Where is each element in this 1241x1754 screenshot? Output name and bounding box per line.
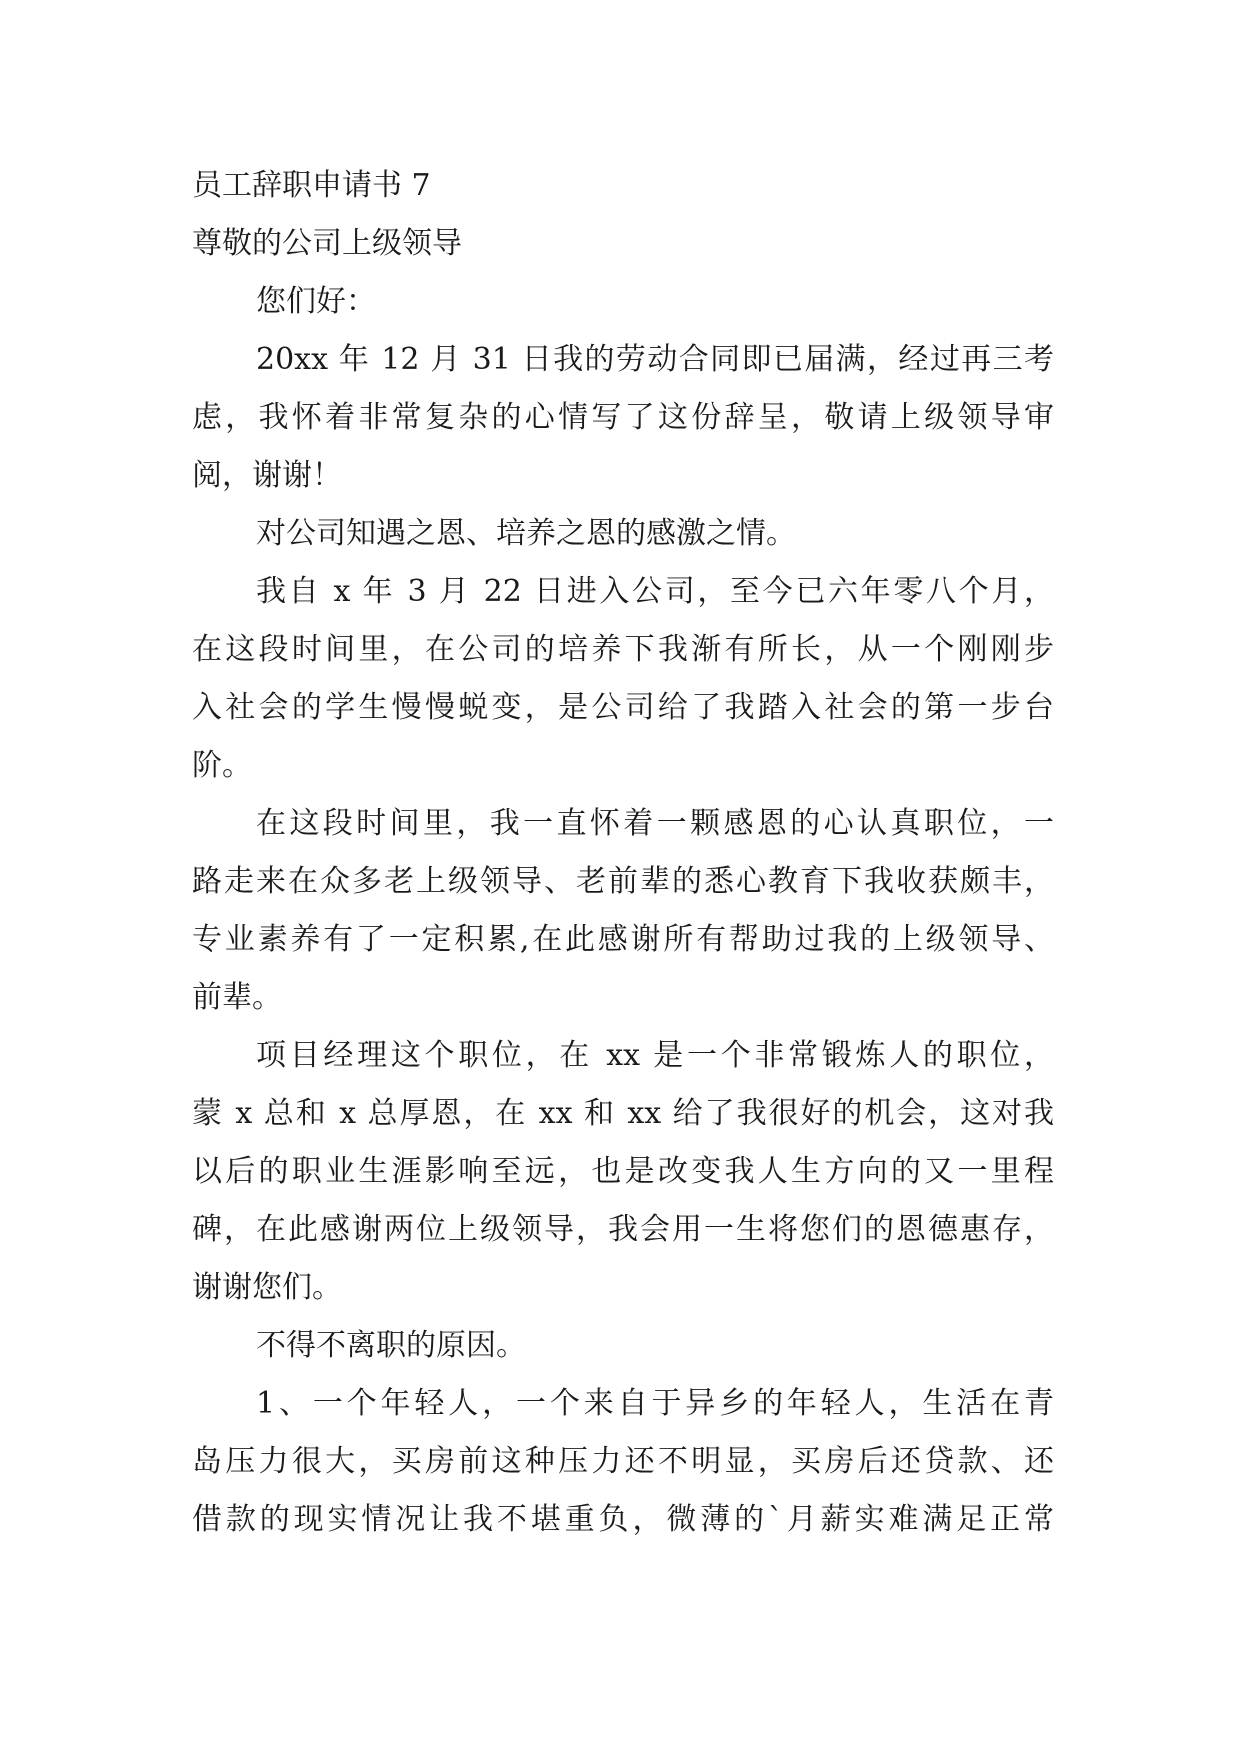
paragraph-line: 对公司知遇之恩、培养之恩的感激之情。 [256, 516, 796, 551]
document-title: 员工辞职申请书 7 [192, 168, 431, 203]
paragraph-reason-1 [192, 1375, 1054, 1549]
paragraph-line: 蒙 x 总和 x 总厚恩，在 xx 和 xx 给了我很好的机会，这对我 [192, 1096, 1054, 1131]
paragraph-line: 路走来在众多老上级领导、老前辈的悉心教育下我收获颇丰， [192, 864, 1054, 899]
paragraph-line: 碑，在此感谢两位上级领导，我会用一生将您们的恩德惠存， [192, 1212, 1054, 1247]
paragraph-line: 入社会的学生慢慢蜕变，是公司给了我踏入社会的第一步台 [192, 690, 1054, 725]
paragraph-joining-company [192, 563, 1054, 795]
paragraph-line: 阶。 [192, 748, 252, 783]
paragraph-thanks-seniors [192, 795, 1054, 1027]
paragraph-line: 1、一个年轻人，一个来自于异乡的年轻人，生活在青 [256, 1386, 1054, 1421]
salutation-recipient: 尊敬的公司上级领导 [192, 226, 462, 261]
paragraph-contract-expiry [192, 331, 1054, 505]
paragraph-reasons-heading [192, 1317, 1054, 1375]
document-body [192, 157, 1054, 1549]
paragraph-line: 在这段时间里，在公司的培养下我渐有所长，从一个刚刚步 [192, 632, 1054, 667]
paragraph-gratitude-heading [192, 505, 1054, 563]
paragraph-line: 阅，谢谢！ [192, 458, 342, 493]
paragraph-line: 在这段时间里，我一直怀着一颗感恩的心认真职位，一 [256, 806, 1054, 841]
paragraph-line: 不得不离职的原因。 [256, 1328, 526, 1363]
document-heading [192, 157, 1054, 331]
paragraph-line: 前辈。 [192, 980, 282, 1015]
paragraph-line: 我自 x 年 3 月 22 日进入公司，至今已六年零八个月， [256, 574, 1054, 609]
paragraph-line: 专业素养有了一定积累,在此感谢所有帮助过我的上级领导、 [192, 922, 1054, 957]
paragraph-line: 虑，我怀着非常复杂的心情写了这份辞呈，敬请上级领导审 [192, 400, 1054, 435]
paragraph-line: 岛压力很大，买房前这种压力还不明显，买房后还贷款、还 [192, 1444, 1054, 1479]
paragraph-line: 借款的现实情况让我不堪重负，微薄的`月薪实难满足正常 [192, 1502, 1054, 1537]
paragraph-line: 以后的职业生涯影响至远，也是改变我人生方向的又一里程 [192, 1154, 1054, 1189]
paragraph-line: 项目经理这个职位，在 xx 是一个非常锻炼人的职位， [256, 1038, 1054, 1073]
paragraph-line: 谢谢您们。 [192, 1270, 342, 1305]
paragraph-line: 20xx 年 12 月 31 日我的劳动合同即已届满，经过再三考 [256, 342, 1054, 377]
greeting: 您们好： [256, 284, 376, 319]
paragraph-project-manager [192, 1027, 1054, 1317]
